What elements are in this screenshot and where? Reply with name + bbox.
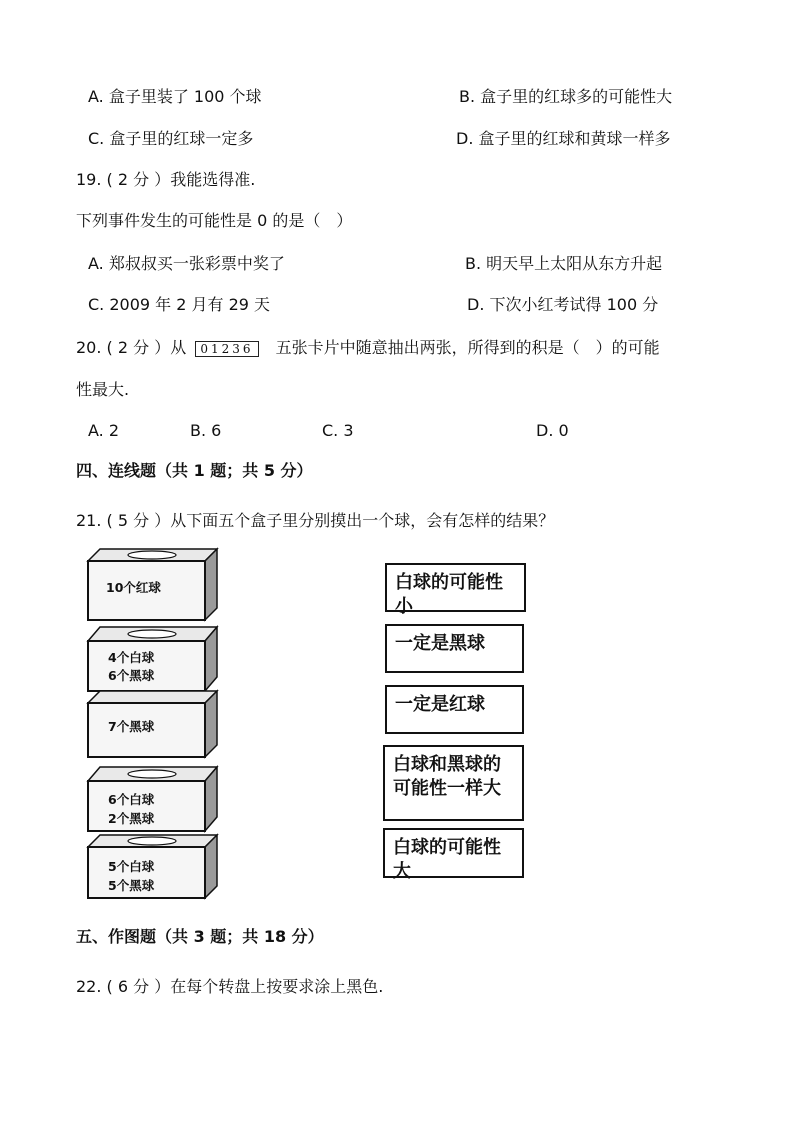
q20-title-line — [76, 338, 660, 358]
q18-option-b: B. 盒子里的红球多的可能性大 — [459, 87, 673, 106]
result-card-4: 白球和黑球的可能性一样大 — [383, 745, 524, 821]
box-1-line1: 10个红球 — [106, 580, 161, 595]
q18-option-c: C. 盒子里的红球一定多 — [88, 129, 254, 148]
ball-box-2 — [88, 627, 217, 691]
q20-option-d: D. 0 — [536, 421, 569, 440]
box-5-line2: 5个黑球 — [108, 878, 155, 893]
q21-title: 21. ( 5 分 ）从下面五个盒子里分别摸出一个球，会有怎样的结果？ — [76, 511, 555, 530]
number-cards: 01236 — [195, 341, 258, 357]
q22-title: 22. ( 6 分 ）在每个转盘上按要求涂上黑色. — [76, 977, 384, 996]
box-4-line1: 6个白球 — [108, 792, 155, 807]
box-4-line2: 2个黑球 — [108, 811, 155, 826]
q19-option-c: C. 2009 年 2 月有 29 天 — [88, 295, 271, 314]
box-2-line1: 4个白球 — [108, 650, 155, 665]
result-card-2: 一定是黑球 — [385, 624, 524, 673]
q20-option-c: C. 3 — [322, 421, 354, 440]
section-5-heading: 五、作图题（共 3 题；共 18 分） — [76, 927, 324, 946]
ball-box-3 — [88, 691, 217, 757]
ball-box-4 — [88, 767, 217, 831]
q20-line2: 性最大. — [76, 380, 130, 399]
ball-box-5 — [88, 835, 217, 898]
ball-box-1 — [88, 549, 217, 620]
q20-prefix: 20. ( 2 分 ）从 — [76, 338, 187, 357]
box-2-line2: 6个黑球 — [108, 668, 155, 683]
q19-option-b: B. 明天早上太阳从东方升起 — [465, 254, 663, 273]
q20-suffix: 五张卡片中随意抽出两张，所得到的积是（ ）的可能 — [275, 338, 660, 357]
q20-option-b: B. 6 — [190, 421, 222, 440]
box-3-line1: 7个黑球 — [108, 719, 155, 734]
q19-option-a: A. 郑叔叔买一张彩票中奖了 — [88, 254, 285, 273]
q19-stem: 下列事件发生的可能性是 0 的是（ ） — [76, 211, 353, 230]
result-card-1: 白球的可能性小 — [385, 563, 526, 612]
q19-option-d: D. 下次小红考试得 100 分 — [467, 295, 659, 314]
q18-option-a: A. 盒子里装了 100 个球 — [88, 87, 262, 106]
q19-title: 19. ( 2 分 ）我能选得准. — [76, 170, 256, 189]
section-4-heading: 四、连线题（共 1 题；共 5 分） — [76, 461, 313, 480]
result-card-3: 一定是红球 — [385, 685, 524, 734]
ball-boxes-figure — [80, 545, 225, 910]
box-5-line1: 5个白球 — [108, 859, 155, 874]
q20-option-a: A. 2 — [88, 421, 120, 440]
result-card-5: 白球的可能性大 — [383, 828, 524, 878]
q18-option-d: D. 盒子里的红球和黄球一样多 — [456, 129, 671, 148]
